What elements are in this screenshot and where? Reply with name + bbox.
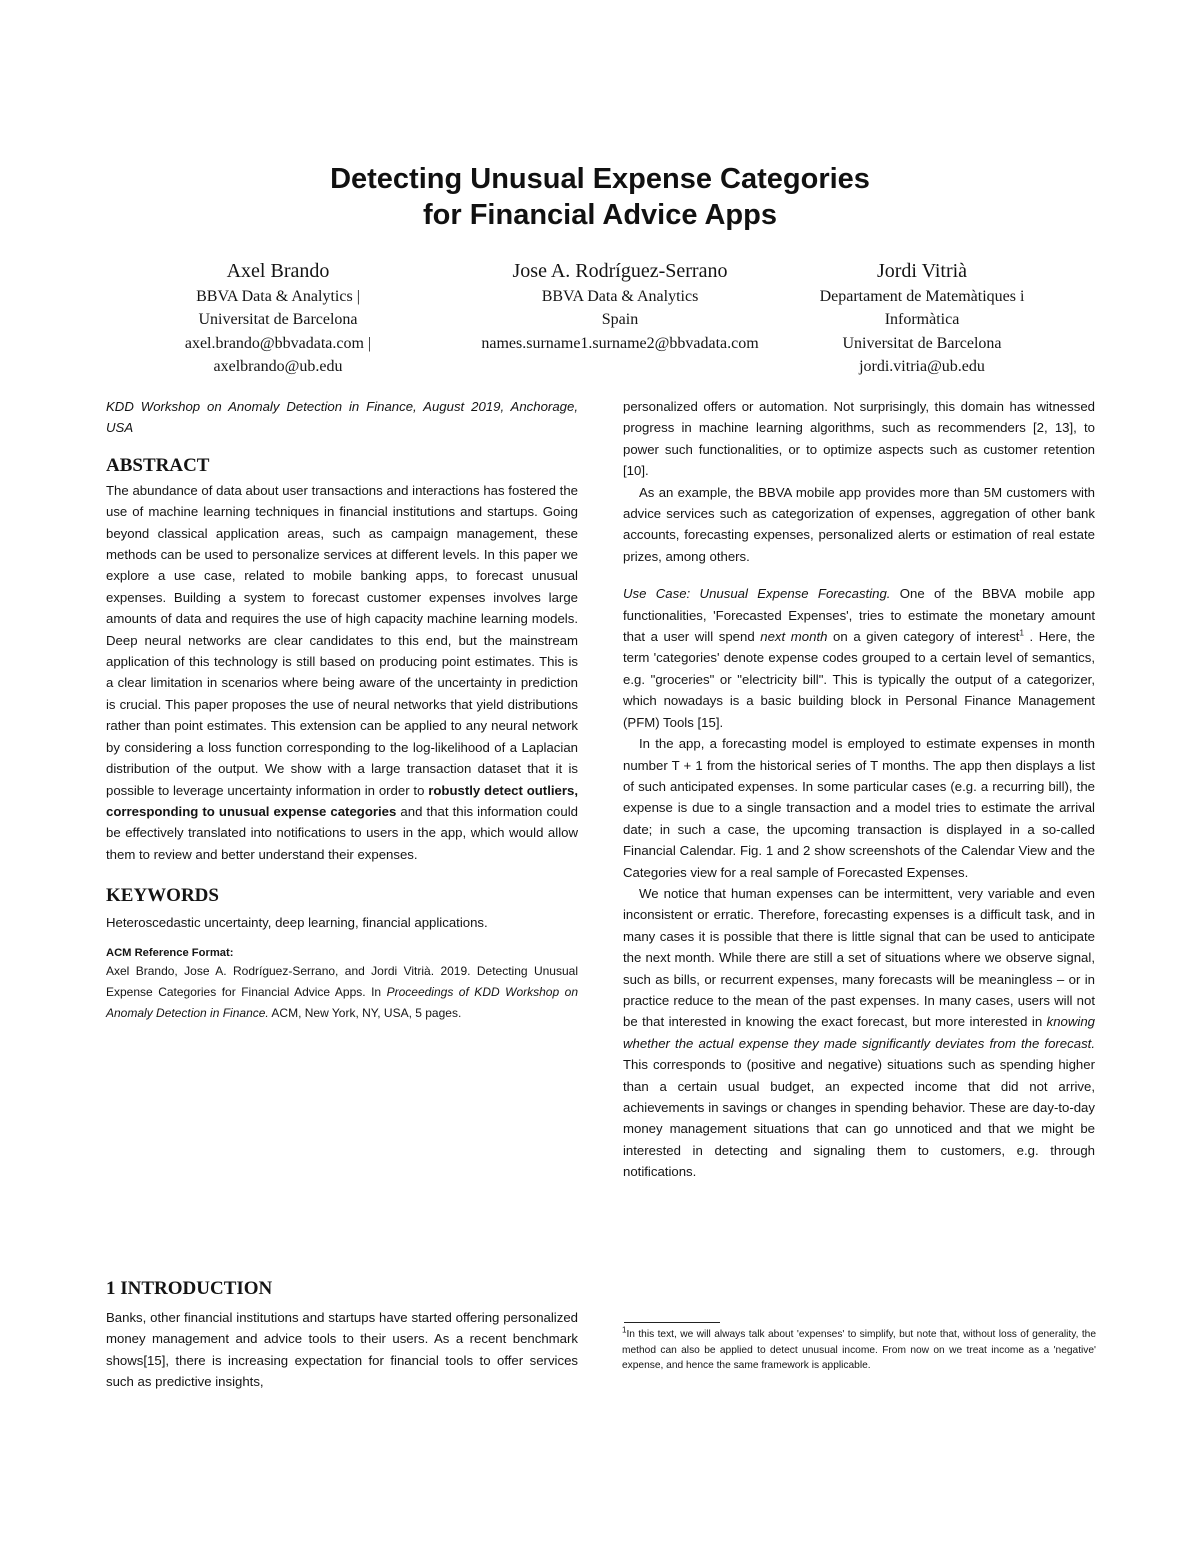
p3-text-b: on a given category of interest	[827, 629, 1020, 645]
p3-text-italic: next month	[760, 629, 828, 645]
right-paragraph-1: personalized offers or automation. Not surprisingly, this domain has witnessed progress in machine learning algorithms, such as recommenders [2, 13], to power such functionalities, or to optimize aspects such as customer retention [10].	[623, 399, 1095, 479]
paper-title	[0, 161, 1200, 233]
abstract-text-part1: The abundance of data about user transactions and interactions has fostered the use of machine learning techniques in financial institutions and startups. Going beyond classical application areas, such as campaign management, these methods can be used to personalize services at different levels. In this paper we explore a use case, related to mobile banking apps, to forecast unusual expenses. Building a system to forecast customer expenses involves large amounts of data and requires the use of high capacity machine learning models. Deep neural networks are clear candidates to this end, but the mainstream application of this technology is still based on producing point estimates. This is a clear limitation in scenarios where being aware of the uncertainty in prediction is crucial. This paper proposes the use of neural networks that yield distributions rather than point estimates. This extension can be applied to any neural network by considering a loss function corresponding to the log-likelihood of a Laplacian distribution of the output. We show with a large transaction dataset that it is possible to leverage uncertainty information in order to	[106, 482, 578, 798]
keywords-text: Heteroscedastic uncertainty, deep learning, financial applications.	[106, 915, 488, 931]
right-column	[623, 396, 1095, 1183]
author-name: Axel Brando	[226, 260, 330, 282]
author-affiliation: BBVA Data & Analytics |	[196, 288, 360, 305]
p5-text-b: This corresponds to (positive and negative) situations such as spending higher than a certain usual budget, an expected income that did not arrive, achievements in savings or changes in spending behavior. These are day-to-day money management situations that can go unnoticed and that we might be interested in detecting and signaling them to customers, e.g. through notifications.	[623, 1057, 1095, 1180]
right-paragraph-2: As an example, the BBVA mobile app provides more than 5M customers with advice services such as categorization of expenses, aggregation of other bank accounts, forecasting expenses, personalized alerts or estimation of real estate prizes, among others.	[623, 484, 1095, 564]
author-name: Jose A. Rodríguez-Serrano	[512, 260, 728, 282]
author-affiliation: Departament de Matemàtiques i	[819, 288, 1025, 305]
footnote-divider	[624, 1322, 720, 1323]
author-affiliation: Informàtica	[884, 311, 960, 329]
keywords-heading: KEYWORDS	[106, 885, 219, 907]
title-line-1: Detecting Unusual Expense Categories	[330, 163, 870, 195]
author-affiliation: Universitat de Barcelona	[198, 311, 358, 329]
introduction-section	[106, 1277, 578, 1393]
acm-text-1: Axel Brando, Jose A. Rodríguez-Serrano, and Jordi Vitrià. 2019. Detecting Unusual Expense Categories for Financial Advice Apps. In	[106, 963, 578, 999]
title-line-2: for Financial Advice Apps	[423, 199, 777, 231]
p3-text-a: One of the BBVA mobile app functionalities, 'Forecasted Expenses', tries to estimate the monetary amount that a user will spend	[623, 586, 1095, 645]
p5-text-italic: knowing whether the actual expense they made significantly deviates from the forecast.	[623, 1014, 1095, 1051]
right-paragraph-4: In the app, a forecasting model is employed to estimate expenses in month number T + 1 from the historical series of T months. The app then displays a list of such anticipated expenses. In some particular cases (e.g. a recurring bill), the expense is due to a single transaction and a model tries to estimate the arrival date; in such a case, the upcoming transaction is displayed in a so-called Financial Calendar. Fig. 1 and 2 show screenshots of the Calendar View and the Categories view for a real sample of Forecasted Expenses.	[623, 736, 1095, 880]
introduction-text: Banks, other financial institutions and startups have started offering personalized money management and advice tools to their users. As a recent benchmark shows[15], there is increasing expectation for financial tools to offer services such as predictive insights,	[106, 1310, 578, 1390]
venue-note: KDD Workshop on Anomaly Detection in Finance, August 2019, Anchorage, USA	[106, 399, 578, 436]
footnote-marker: 1	[1019, 628, 1024, 638]
author-block-3	[757, 258, 1087, 378]
p3-text-c: . Here, the term 'categories' denote expense codes grouped to a certain level of semantics, e.g. "groceries" or "electricity bill". This is typically the output of a categorizer, which nowadays is a basic building block in Personal Finance Management (PFM) Tools [15].	[623, 629, 1095, 730]
acm-reference	[106, 961, 578, 1025]
author-email: jordi.vitria@ub.edu	[859, 357, 985, 375]
author-email: names.surname1.surname2@bbvadata.com	[481, 334, 759, 352]
use-case-title: Use Case: Unusual Expense Forecasting.	[623, 586, 891, 602]
p5-text-a: We notice that human expenses can be intermittent, very variable and even inconsistent or erratic. Therefore, forecasting expenses is a difficult task, and in many cases it is possible that there is little signal that can be used to anticipate the next month. While there are still a set of situations where we observe signal, such as bills, or recurrent expenses, many forecasts will be meaningless – or in practice reduce to the mean of the past expenses. In many cases, users will not be that interested in knowing the exact forecast, but more interested in	[623, 885, 1095, 1030]
abstract-text	[106, 480, 578, 865]
abstract-text-part2: and that this information could be effectively translated into notifications to users in the app, which would allow them to review and better understand their expenses.	[106, 803, 578, 862]
left-column	[106, 396, 578, 1036]
author-affiliation: Universitat de Barcelona	[842, 334, 1002, 352]
footnote-text: In this text, we will always talk about 'expenses' to simplify, but note that, without loss of generality, the method can also be applied to detect unusual income. From now on we treat income as a 'negative' expense, and hence the same framework is applicable.	[622, 1329, 1096, 1371]
introduction-heading: 1 INTRODUCTION	[106, 1278, 273, 1299]
abstract-text-bold: robustly detect outliers, corresponding to unusual expense categories	[106, 782, 578, 819]
abstract-heading: ABSTRACT	[106, 454, 210, 476]
acm-heading: ACM Reference Format:	[106, 946, 234, 959]
author-affiliation: Spain	[601, 311, 639, 329]
right-paragraph-3	[623, 583, 1095, 733]
footnote	[622, 1327, 1096, 1374]
author-name: Jordi Vitrià	[876, 260, 968, 282]
footnote-number: 1	[622, 1325, 627, 1335]
acm-text-2: ACM, New York, NY, USA, 5 pages.	[268, 1005, 462, 1020]
acm-text-italic: Proceedings of KDD Workshop on Anomaly Detection in Finance.	[106, 984, 578, 1020]
author-affiliation: BBVA Data & Analytics	[541, 288, 699, 305]
right-paragraph-5	[623, 883, 1095, 1183]
author-email: axelbrando@ub.edu	[213, 357, 343, 375]
author-block-2	[435, 258, 805, 355]
author-block-1	[113, 258, 443, 378]
author-email: axel.brando@bbvadata.com |	[184, 334, 372, 352]
